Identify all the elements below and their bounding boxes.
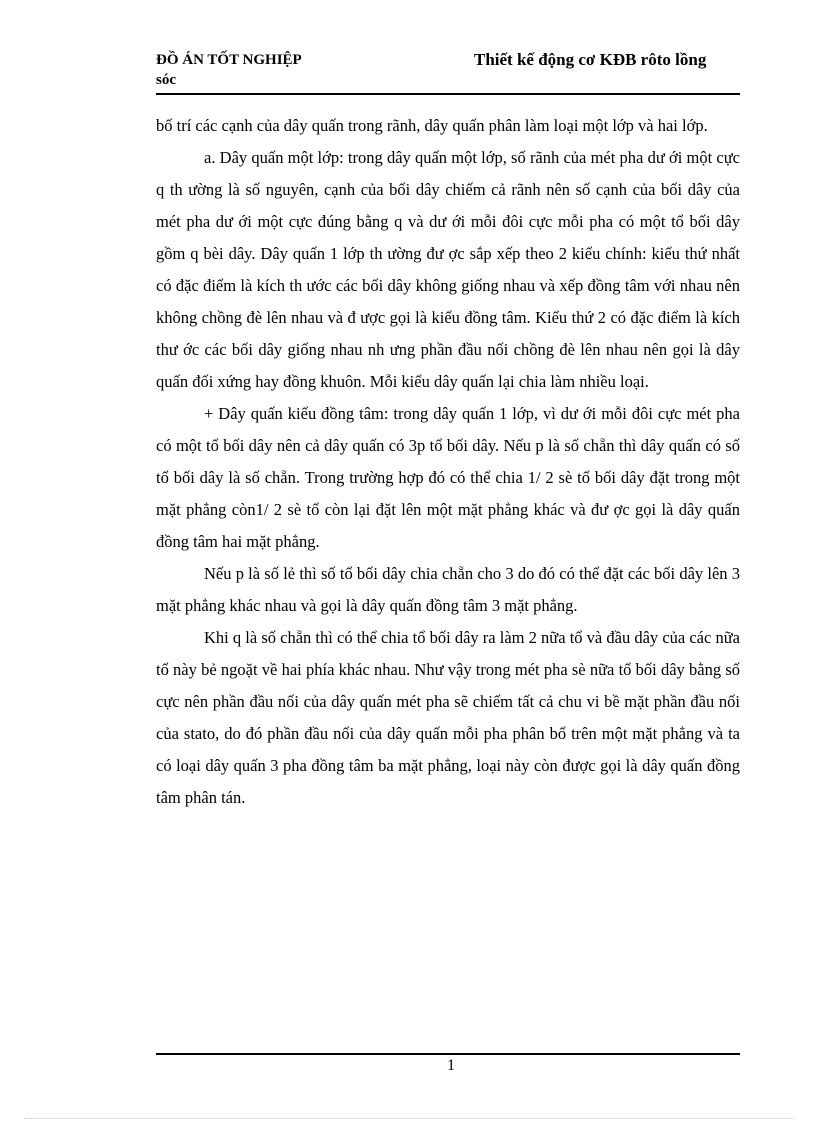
document-body — [156, 110, 740, 814]
header-left-line1: ĐỒ ÁN TỐT NGHIỆP — [156, 52, 302, 68]
header-left-line2: sóc — [156, 72, 176, 88]
paragraph-2: a. Dây quấn một lớp: trong dây quấn một lớp, số rãnh của mét pha dư ới một cực q th ường là số nguyên, cạnh của bối dây chiếm cả rãnh nên số cạnh của bối dây của mét pha dư ới một cực đúng bằng q và dư ới mỗi đôi cực mỗi pha có một tổ bối dây gồm q bèi dây. Dây quấn 1 lớp th ường đư ợc sắp xếp theo 2 kiểu chính: kiểu thứ nhất có đặc điểm là kích th ước các bối dây không giống nhau và xếp đồng tâm với nhau nên không chồng đè lên nhau và đ ược gọi là kiểu đồng tâm. Kiểu thứ 2 có đặc điểm là kích thư ớc các bối dây giống nhau nh ưng phần đầu nối chồng đè lên nhau nên gọi là dây quấn đối xứng hay đồng khuôn. Mỗi kiểu dây quấn lại chia làm nhiều loại. — [156, 148, 740, 391]
header-rule — [156, 93, 740, 95]
paragraph-5: Khi q là số chẵn thì có thể chia tổ bối dây ra làm 2 nữa tổ và đầu dây của các nữa tổ này bẻ ngoặt về hai phía khác nhau. Như vậy trong mét pha sè nữa tổ bối dây bằng số cực nên phần đầu nối của dây quấn mét pha sẽ chiếm tất cả chu vi bề mặt phần đầu nối của stato, do đó phần đầu nối của dây quấn mỗi pha phân bổ trên một mặt phẳng và ta có loại dây quấn 3 pha đồng tâm ba mặt phẳng, loại này còn được gọi là dây quấn đồng tâm phân tán. — [156, 628, 740, 807]
paragraph-4: Nếu p là số lẻ thì số tổ bối dây chia chẵn cho 3 do đó có thể đặt các bối dây lên 3 mặt phẳng khác nhau và gọi là dây quấn đồng tâm 3 mặt phẳng. — [156, 564, 740, 615]
header-left — [156, 50, 356, 90]
footer-rule — [156, 1053, 740, 1055]
paragraph-1: bố trí các cạnh của dây quấn trong rãnh, dây quấn phân làm loại một lớp và hai lớp. — [156, 116, 708, 135]
header-right-title: Thiết kế động cơ KĐB rôto lồng — [474, 50, 707, 69]
page-break-divider — [24, 1118, 794, 1119]
paragraph-3: + Dây quấn kiểu đồng tâm: trong dây quấn 1 lớp, vì dư ới mỗi đôi cực mét pha có một tổ bối dây nên cả dây quấn có 3p tổ bối dây. Nếu p là số chẵn thì dây quấn có số tổ bối dây là số chẵn. Trong trường hợp đó có thể chia 1/ 2 sè tổ bối dây đặt trong một mặt phẳng còn1/ 2 sè tổ còn lại đặt lên một mặt phẳng khác và đư ợc gọi là dây quấn đồng tâm hai mặt phẳng. — [156, 404, 740, 551]
page-number: 1 — [447, 1057, 455, 1074]
